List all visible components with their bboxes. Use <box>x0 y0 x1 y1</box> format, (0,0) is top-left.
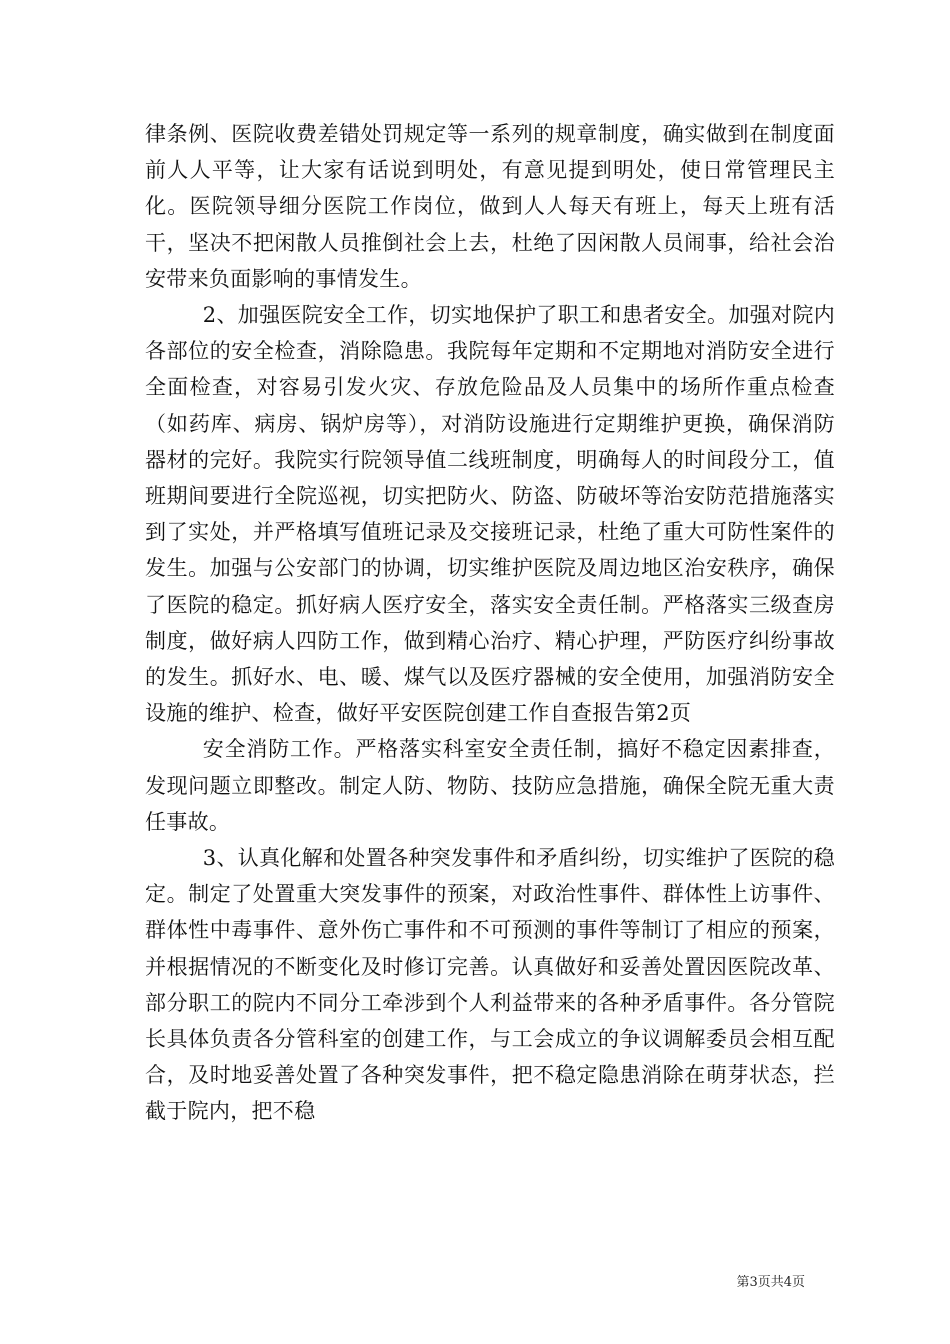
paragraph-fire-safety: 安全消防工作。严格落实科室安全责任制，搞好不稳定因素排查，发现问题立即整改。制定人防、物防、技防应急措施，确保全院无重大责任事故。 <box>145 737 835 834</box>
paragraph-emergency-handling: 3、认真化解和处置各种突发事件和矛盾纠纷，切实维护了医院的稳定。制定了处置重大突发事件的预案，对政治性事件、群体性上访事件、群体性中毒事件、意外伤亡事件和不可预测的事件等制订了相应的预案，并根据情况的不断变化及时修订完善。认真做好和妥善处置因医院改革、部分职工的院内不同分工牵涉到个人利益带来的各种矛盾事件。各分管院长具体负责各分管科室的创建工作，与工会成立的争议调解委员会相互配合，及时地妥善处置了各种突发事件，把不稳定隐患消除在萌芽状态，拦截于院内，把不稳 <box>145 846 835 1124</box>
paragraph-regulations: 律条例、医院收费差错处罚规定等一系列的规章制度，确实做到在制度面前人人平等，让大家有话说到明处，有意见提到明处，使日常管理民主化。医院领导细分医院工作岗位，做到人人每天有班上，每天上班有活干，坚决不把闲散人员推倒社会上去，杜绝了因闲散人员闹事，给社会治安带来负面影响的事情发生。 <box>145 122 835 291</box>
paragraph-safety-work: 2、加强医院安全工作，切实地保护了职工和患者安全。加强对院内各部位的安全检查，消除隐患。我院每年定期和不定期地对消防安全进行全面检查，对容易引发火灾、存放危险品及人员集中的场所作重点检查（如药库、病房、锅炉房等），对消防设施进行定期维护更换，确保消防器材的完好。我院实行院领导值二线班制度，明确每人的时间段分工，值班期间要进行全院巡视，切实把防火、防盗、防破坏等治安防范措施落实到了实处，并严格填写值班记录及交接班记录，杜绝了重大可防性案件的发生。加强与公安部门的协调，切实维护医院及周边地区治安秩序，确保了医院的稳定。抓好病人医疗安全，落实安全责任制。严格落实三级查房制度，做好病人四防工作，做到精心治疗、精心护理，严防医疗纠纷事故的发生。抓好水、电、暖、煤气以及医疗器械的安全使用，加强消防安全设施的维护、检查，做好平安医院创建工作自查报告第2页 <box>145 303 835 726</box>
page-number-footer: 第3页共4页 <box>736 1275 805 1290</box>
body-text <box>145 116 835 1130</box>
